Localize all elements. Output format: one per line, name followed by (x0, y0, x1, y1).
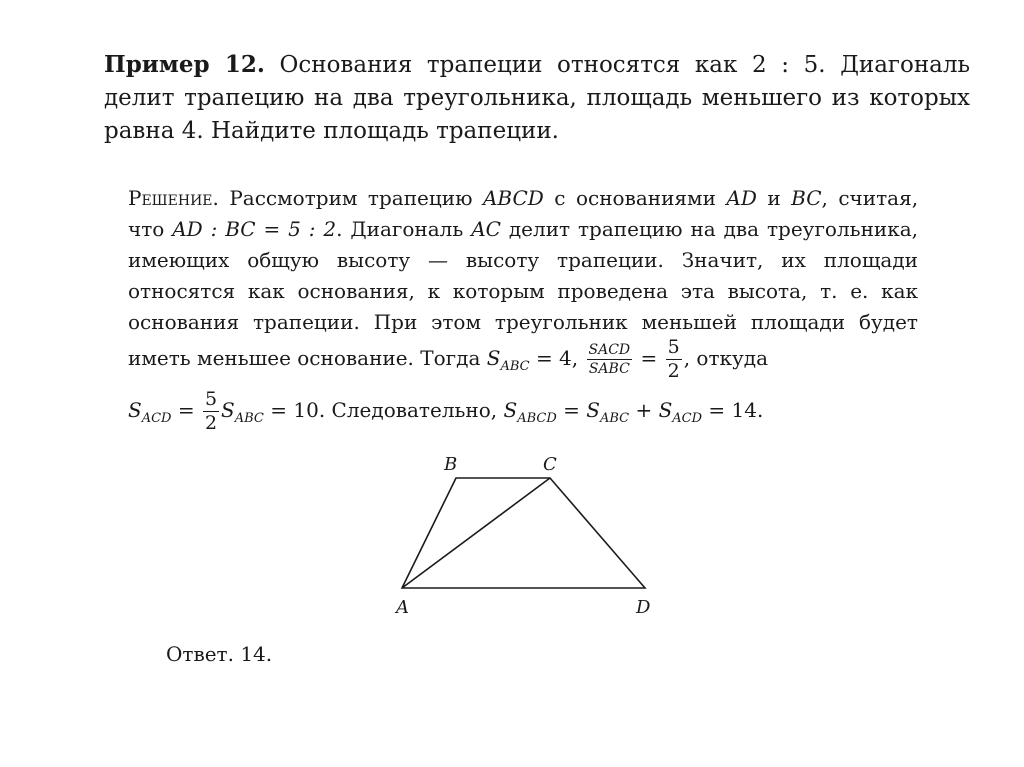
formula-s-abc-4: $S_{ABC} = 4$, (486, 346, 579, 374)
vertex-label-d: D (636, 597, 651, 618)
trapezoid-diagram (380, 448, 680, 628)
var-bc: BC (791, 186, 822, 210)
fraction-5-2: $\frac{5}{2}$ (667, 336, 680, 382)
var-ac: AC (471, 217, 501, 241)
var-abcd: ABCD (482, 186, 544, 210)
diagonal-ac (402, 478, 550, 588)
problem-text: Основания трапеции относятся как 2 : 5. Диагональ делит трапецию на два треугольника, площадь меньшего из которых равна 4. Найдите площадь трапеции. (104, 52, 971, 144)
problem-statement (104, 48, 970, 148)
conj-and: и (767, 186, 781, 210)
solution-text-1: Рассмотрим трапецию (229, 186, 473, 210)
trapezoid-outline (402, 478, 645, 588)
solution-text-2: с основаниями (554, 186, 716, 210)
ratio-expression: AD : BC = 5 : 2 (172, 217, 337, 241)
vertex-label-a: A (396, 597, 409, 618)
problem-label: Пример 12. (104, 51, 265, 78)
solution-text-eq14: = 14. (708, 398, 764, 422)
solution-text-6: , откуда (683, 346, 769, 370)
vertex-label-c: C (543, 454, 557, 475)
vertex-label-b: B (444, 454, 458, 475)
solution-text-5: делит трапецию на два треугольника, имеющих общую высоту — высоту трапеции. Значит, их площади относятся как основания, к которым проведена эта высота, т. е. как основания трапеции. При этом треугольник меньшей площади будет иметь меньшее основание. Тогда (128, 217, 919, 370)
solution-label: Решение. (128, 186, 219, 210)
solution-text-4: . Диагональ (336, 217, 464, 241)
solution-final-line: $S_{ACD}$ = $\frac{5}{2}$ $S_{ABC} = 10$. Следовательно, $S_{ABCD} = S_{ABC} + S_{ACD} = 14$. (128, 388, 764, 434)
solution-text-eq10: = 10. Следовательно, (270, 398, 498, 422)
solution-text-3: , считая, что (128, 186, 919, 241)
solution-block (128, 183, 918, 434)
fraction-sacd-sabc: $\frac{\text{SACD}}{\text{SABC}}$ (588, 342, 631, 377)
answer-line: Ответ. 14. (166, 642, 273, 666)
var-ad: AD (726, 186, 757, 210)
fraction-5-2-second: $\frac{5}{2}$ (204, 388, 218, 434)
solution-paragraph: Решение. Рассмотрим трапецию ABCD с основаниями AD и BC, считая, что AD : BC = 5 : 2. Диагональ AC делит трапецию на два треугольника, имеющих общую высоту — высоту трапеции. Значит, их площади относятся как основания, к которым проведена эта высота, т. е. как основания трапеции. При этом треугольник меньшей площади будет иметь меньшее основание. Тогда $S_{ABC} = 4$, $\frac{\text{SACD}}{\text{SABC}}$ = $\frac{5}{2}$ , откуда (128, 186, 919, 382)
